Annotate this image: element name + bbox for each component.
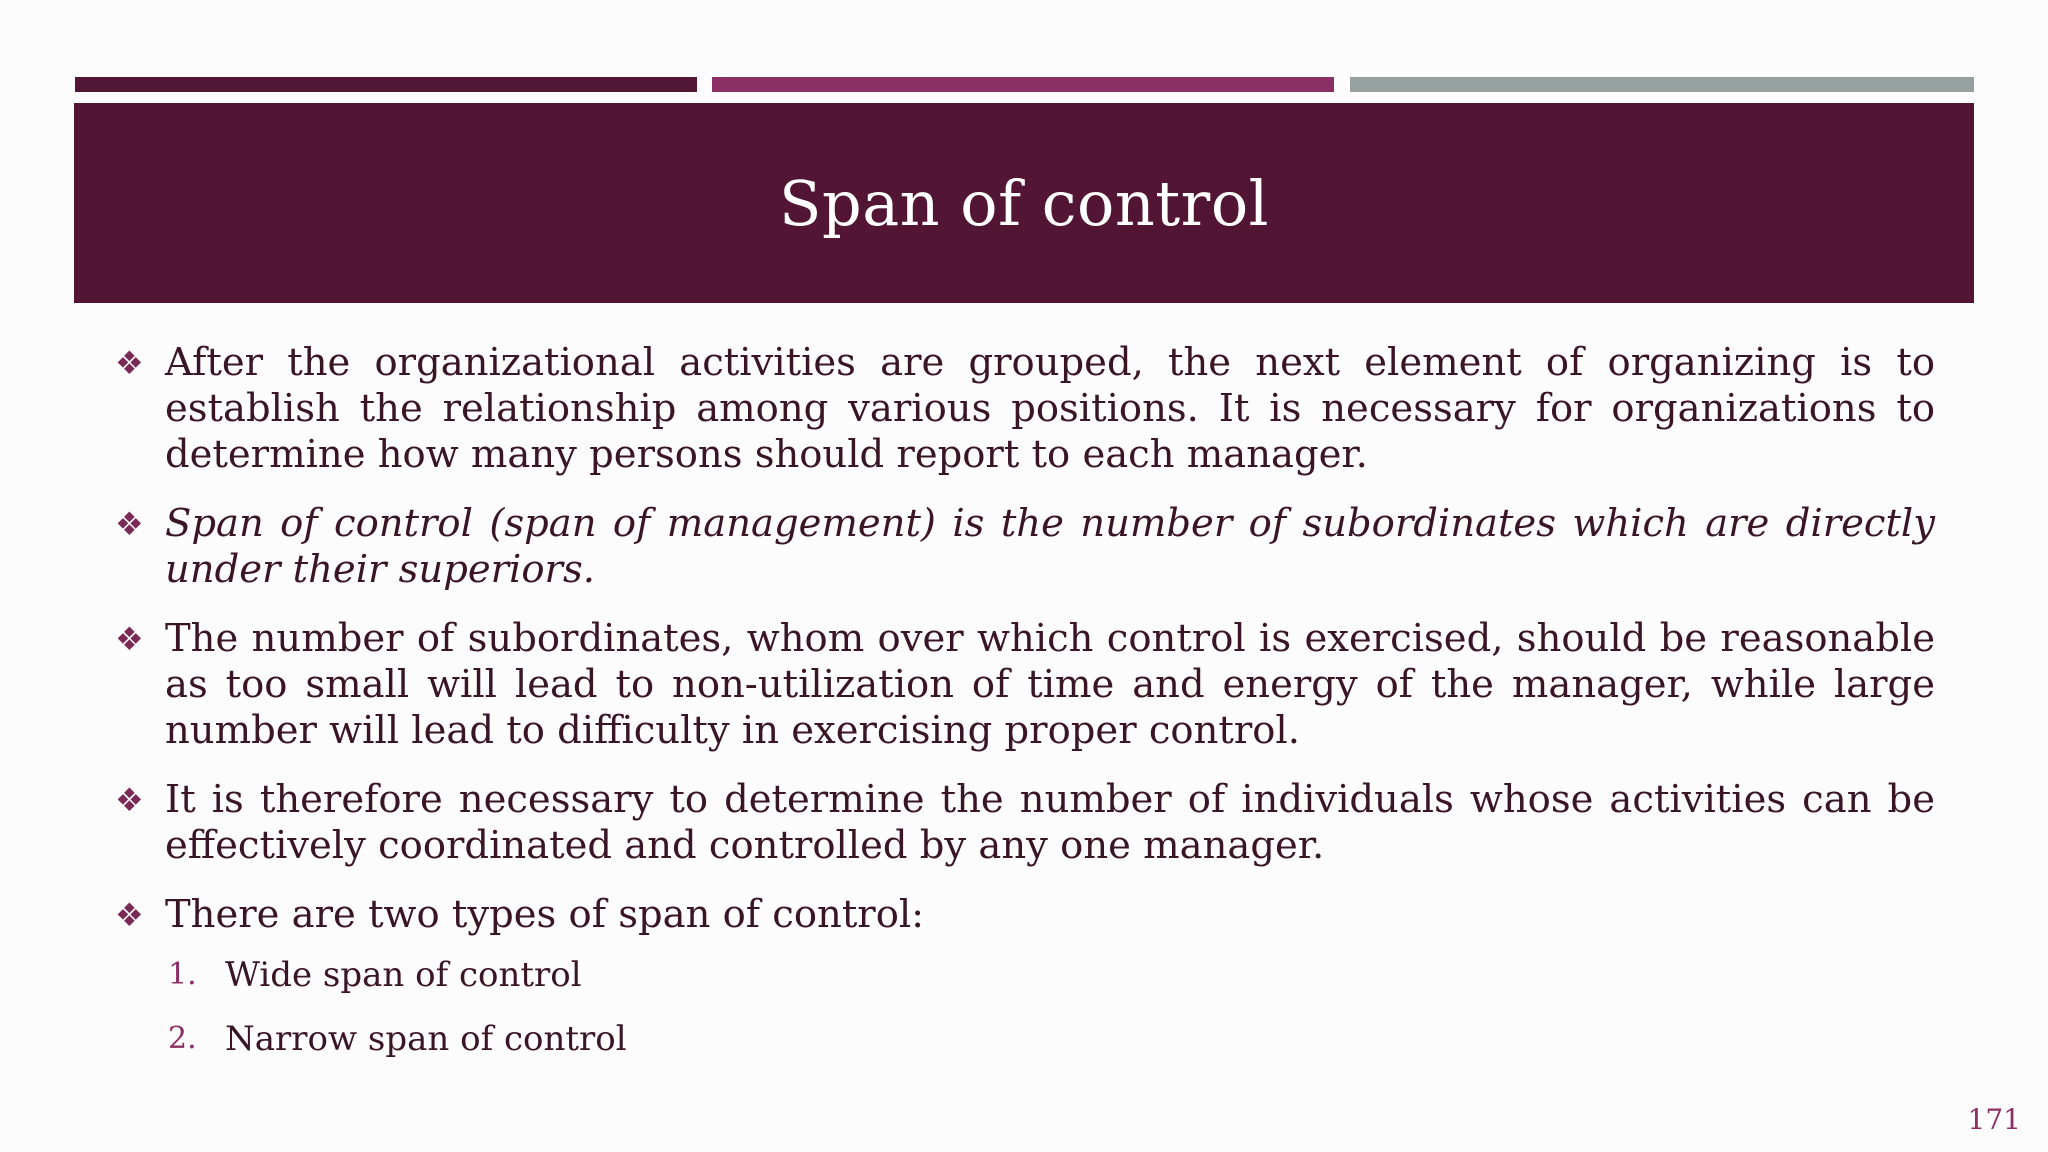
bullet-text: Span of control (span of management) is the number of subordinates which are directly under their superiors.: [165, 501, 1935, 592]
bullet-item: [115, 340, 1935, 478]
bullet-text: The number of subordinates, whom over which control is exercised, should be reasonable as too small will lead to non-utilization of time and energy of the manager, while large number will lead to difficulty in exercising proper control.: [165, 616, 1935, 753]
header-stripe-gray: [1350, 77, 1974, 92]
list-item-label: Narrow span of control: [225, 1019, 627, 1059]
page-number: 171: [1967, 1103, 2021, 1136]
list-number: 2.: [168, 1021, 197, 1056]
header-stripe-dark: [75, 77, 697, 92]
title-bar: [74, 103, 1974, 303]
bullet-text: It is therefore necessary to determine the number of individuals whose activities can be effectively coordinated and controlled by any one manager.: [165, 777, 1935, 868]
diamond-bullet-icon: ❖: [115, 896, 144, 934]
diamond-bullet-icon: ❖: [115, 344, 144, 382]
bullet-item: [115, 616, 1935, 754]
diamond-bullet-icon: ❖: [115, 620, 144, 658]
bullet-text: There are two types of span of control:: [165, 892, 925, 937]
slide-content: [115, 340, 1935, 1080]
bullet-item: [115, 892, 1935, 938]
list-number: 1.: [168, 957, 197, 992]
header-stripe-accent: [712, 77, 1334, 92]
slide-title: Span of control: [779, 166, 1269, 240]
numbered-item-narrow: [115, 1016, 1935, 1080]
diamond-bullet-icon: ❖: [115, 781, 144, 819]
bullet-text: After the organizational activities are grouped, the next element of organizing is to establish the relationship among various positions. It is necessary for organizations to determine how many persons should report to each manager.: [165, 340, 1935, 477]
list-item-label: Wide span of control: [225, 955, 582, 995]
diamond-bullet-icon: ❖: [115, 505, 144, 543]
numbered-item-wide: [115, 952, 1935, 1016]
bullet-item-definition: [115, 501, 1935, 593]
bullet-item: [115, 777, 1935, 869]
